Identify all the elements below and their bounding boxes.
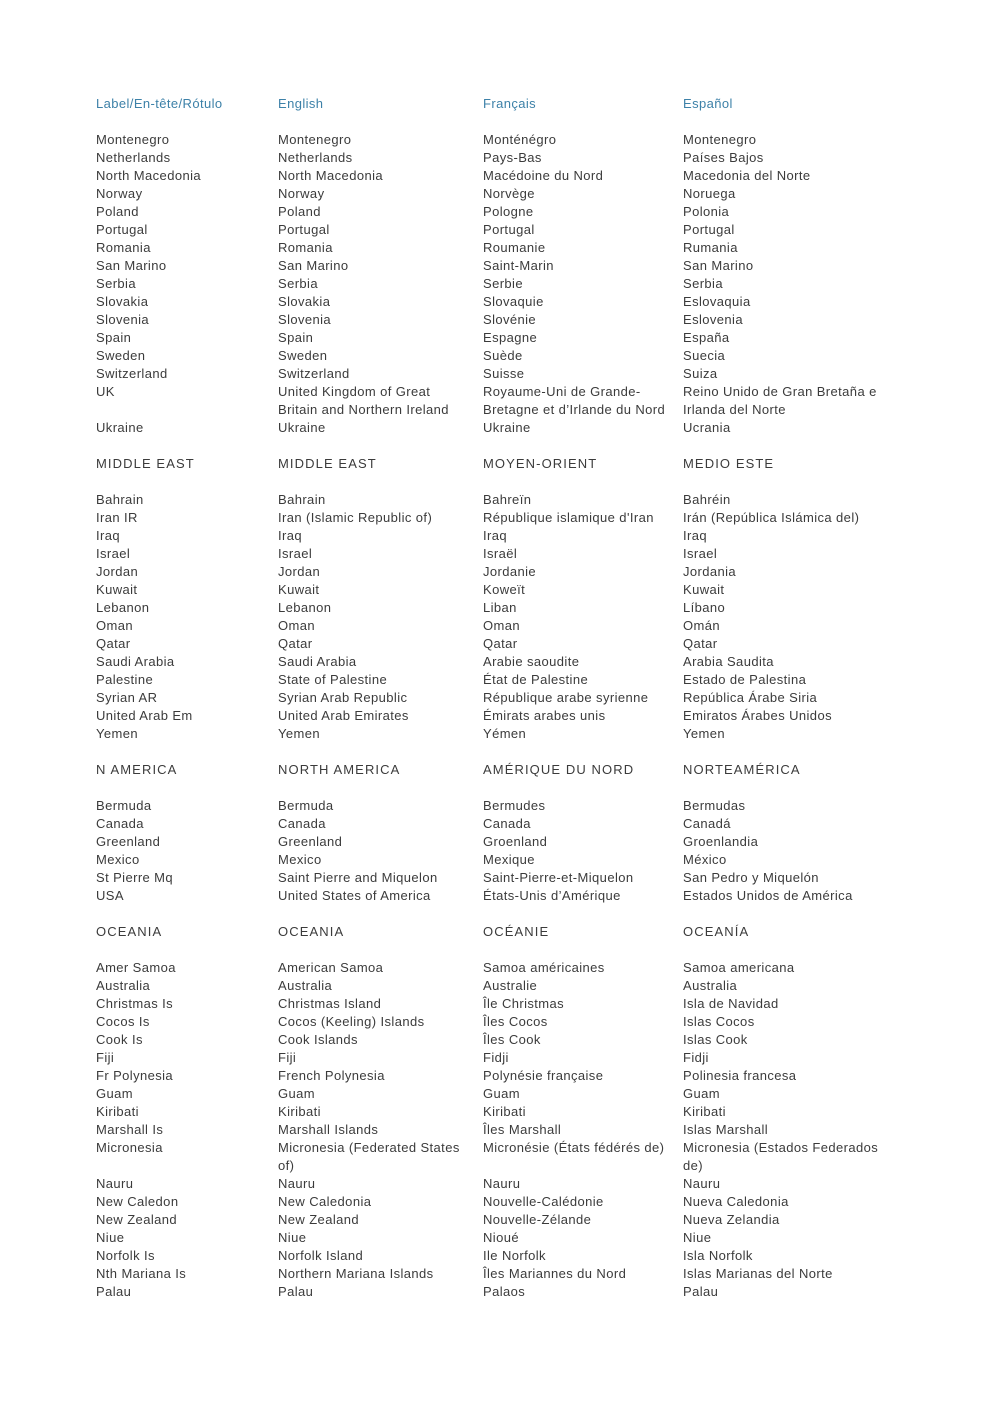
table-row <box>96 1103 972 1121</box>
country-name-label: Serbia <box>96 276 136 291</box>
country-name-label: San Marino <box>96 258 167 273</box>
country-name-english: French Polynesia <box>278 1068 385 1083</box>
country-name-french: Koweït <box>483 582 526 597</box>
country-name-spanish: Niue <box>683 1230 712 1245</box>
country-name-label: Slovakia <box>96 294 149 309</box>
table-header-row <box>96 95 972 113</box>
table-row <box>96 1031 972 1049</box>
country-name-spanish: Bermudas <box>683 798 746 813</box>
section-header-english: OCEANIA <box>278 924 345 939</box>
country-name-spanish: Kiribati <box>683 1104 726 1119</box>
country-name-french: États-Unis d’Amérique <box>483 888 621 903</box>
country-name-label: Niue <box>96 1230 125 1245</box>
country-name-english: Ukraine <box>278 420 326 435</box>
country-name-french: Groenland <box>483 834 548 849</box>
country-name-french: Îles Mariannes du Nord <box>483 1266 627 1281</box>
country-name-spanish: Samoa americana <box>683 960 795 975</box>
country-name-french: Australie <box>483 978 538 993</box>
country-name-label: Spain <box>96 330 132 345</box>
country-name-english: Northern Mariana Islands <box>278 1266 434 1281</box>
country-name-english: Australia <box>278 978 333 993</box>
country-name-spanish: Países Bajos <box>683 150 764 165</box>
section-header-french: AMÉRIQUE DU NORD <box>483 762 635 777</box>
country-name-spanish: Guam <box>683 1086 721 1101</box>
country-name-spanish: Irán (República Islámica del) <box>683 510 860 525</box>
country-name-french: Fidji <box>483 1050 509 1065</box>
table-row <box>96 851 972 869</box>
table-row <box>96 977 972 995</box>
section-header-label: MIDDLE EAST <box>96 456 195 471</box>
country-name-english: Niue <box>278 1230 307 1245</box>
country-name-label: Israel <box>96 546 131 561</box>
country-name-label: Fr Polynesia <box>96 1068 174 1083</box>
table-row <box>96 149 972 167</box>
country-name-spanish: Ucrania <box>683 420 731 435</box>
country-name-french: Yémen <box>483 726 527 741</box>
table-row <box>96 563 972 581</box>
country-name-english: Guam <box>278 1086 316 1101</box>
table-body <box>96 131 972 1301</box>
table-row <box>96 131 972 149</box>
table-row <box>96 1049 972 1067</box>
country-name-spanish: Arabia Saudita <box>683 654 774 669</box>
table-row <box>96 1139 972 1175</box>
country-name-english: Portugal <box>278 222 330 237</box>
country-name-label: Slovenia <box>96 312 150 327</box>
section-header-row <box>96 923 972 941</box>
country-name-french: Oman <box>483 618 521 633</box>
country-name-english: Poland <box>278 204 321 219</box>
country-name-english: Slovakia <box>278 294 331 309</box>
table-row <box>96 527 972 545</box>
column-header-label: Label/En-tête/Rótulo <box>96 96 223 111</box>
country-name-english: Qatar <box>278 636 313 651</box>
country-name-spanish: Estado de Palestina <box>683 672 807 687</box>
country-name-spanish: Nueva Zelandia <box>683 1212 780 1227</box>
country-name-english: Romania <box>278 240 333 255</box>
country-name-french: Portugal <box>483 222 535 237</box>
country-name-english: Micronesia (Federated States of) <box>278 1140 460 1173</box>
country-name-french: Qatar <box>483 636 518 651</box>
table-row <box>96 203 972 221</box>
country-name-english: Serbia <box>278 276 318 291</box>
table-row <box>96 419 972 437</box>
country-name-label: Norfolk Is <box>96 1248 155 1263</box>
country-name-english: Nauru <box>278 1176 316 1191</box>
country-name-french: Saint-Marin <box>483 258 554 273</box>
country-name-label: Micronesia <box>96 1140 163 1155</box>
country-name-french: Slovénie <box>483 312 537 327</box>
country-name-french: Liban <box>483 600 517 615</box>
country-name-label: New Zealand <box>96 1212 177 1227</box>
country-name-label: Ukraine <box>96 420 144 435</box>
table-row <box>96 581 972 599</box>
country-name-label: Cook Is <box>96 1032 143 1047</box>
country-name-label: Iran IR <box>96 510 138 525</box>
country-name-label: Portugal <box>96 222 148 237</box>
country-name-label: Jordan <box>96 564 139 579</box>
country-name-label: Qatar <box>96 636 131 651</box>
country-name-english: Saint Pierre and Miquelon <box>278 870 438 885</box>
country-name-label: Lebanon <box>96 600 150 615</box>
section-header-spanish: OCEANÍA <box>683 924 750 939</box>
country-name-spanish: Bahréin <box>683 492 731 507</box>
country-name-label: Fiji <box>96 1050 115 1065</box>
country-name-french: Espagne <box>483 330 538 345</box>
country-name-label: St Pierre Mq <box>96 870 174 885</box>
country-name-label: Canada <box>96 816 144 831</box>
country-name-english: Bahrain <box>278 492 326 507</box>
country-name-label: UK <box>96 384 115 399</box>
country-name-spanish: Suiza <box>683 366 718 381</box>
country-name-label: Norway <box>96 186 143 201</box>
table-row <box>96 995 972 1013</box>
country-name-french: République islamique d'Iran <box>483 510 654 525</box>
table-row <box>96 365 972 383</box>
section-header-label: OCEANIA <box>96 924 163 939</box>
country-name-english: Bermuda <box>278 798 334 813</box>
country-name-spanish: Micronesia (Estados Federados de) <box>683 1140 879 1173</box>
country-name-spanish: Eslovaquia <box>683 294 751 309</box>
table-row <box>96 275 972 293</box>
table-row <box>96 815 972 833</box>
country-name-english: Montenegro <box>278 132 352 147</box>
country-name-label: North Macedonia <box>96 168 201 183</box>
country-name-spanish: Emiratos Árabes Unidos <box>683 708 832 723</box>
country-name-label: Yemen <box>96 726 138 741</box>
country-name-label: USA <box>96 888 124 903</box>
country-name-spanish: Montenegro <box>683 132 757 147</box>
section-header-row <box>96 761 972 779</box>
country-name-french: Micronésie (États fédérés de) <box>483 1140 665 1155</box>
country-name-spanish: Serbia <box>683 276 723 291</box>
country-name-french: Émirats arabes unis <box>483 708 606 723</box>
country-name-label: Bahrain <box>96 492 144 507</box>
country-name-spanish: Polinesia francesa <box>683 1068 797 1083</box>
country-name-french: Israël <box>483 546 518 561</box>
table-row <box>96 185 972 203</box>
country-name-spanish: Israel <box>683 546 718 561</box>
country-name-spanish: Noruega <box>683 186 736 201</box>
table-row <box>96 1283 972 1301</box>
table-row <box>96 887 972 905</box>
country-name-french: Nouvelle-Calédonie <box>483 1194 604 1209</box>
table-row <box>96 221 972 239</box>
country-name-spanish: Nauru <box>683 1176 721 1191</box>
table-row <box>96 509 972 527</box>
country-name-french: Bahreïn <box>483 492 532 507</box>
section-header-english: MIDDLE EAST <box>278 456 377 471</box>
country-name-english: Sweden <box>278 348 328 363</box>
country-name-spanish: República Árabe Siria <box>683 690 818 705</box>
country-name-spanish: San Marino <box>683 258 754 273</box>
country-name-french: Îles Cook <box>483 1032 541 1047</box>
country-name-english: Canada <box>278 816 326 831</box>
country-name-french: Nioué <box>483 1230 519 1245</box>
country-name-french: Canada <box>483 816 531 831</box>
country-name-label: Montenegro <box>96 132 170 147</box>
table-row <box>96 725 972 743</box>
country-name-spanish: Nueva Caledonia <box>683 1194 789 1209</box>
country-name-label: Christmas Is <box>96 996 174 1011</box>
country-name-english: United States of America <box>278 888 431 903</box>
country-name-spanish: Islas Cook <box>683 1032 748 1047</box>
country-name-spanish: Islas Cocos <box>683 1014 755 1029</box>
country-name-french: Kiribati <box>483 1104 526 1119</box>
country-name-label: Saudi Arabia <box>96 654 175 669</box>
table-row <box>96 293 972 311</box>
country-name-english: Cocos (Keeling) Islands <box>278 1014 425 1029</box>
country-name-french: Île Christmas <box>483 996 565 1011</box>
table-row <box>96 1067 972 1085</box>
country-name-english: Israel <box>278 546 313 561</box>
country-name-spanish: Australia <box>683 978 738 993</box>
table-row <box>96 1013 972 1031</box>
table-row <box>96 959 972 977</box>
country-name-french: Polynésie française <box>483 1068 604 1083</box>
country-name-spanish: Suecia <box>683 348 726 363</box>
country-name-label: Netherlands <box>96 150 171 165</box>
table-row <box>96 617 972 635</box>
country-name-french: Pologne <box>483 204 534 219</box>
country-name-spanish: San Pedro y Miquelón <box>683 870 819 885</box>
country-name-label: Nauru <box>96 1176 134 1191</box>
table-row <box>96 1247 972 1265</box>
country-name-spanish: España <box>683 330 730 345</box>
country-name-label: Australia <box>96 978 151 993</box>
table-row <box>96 797 972 815</box>
section-header-label: N AMERICA <box>96 762 178 777</box>
country-name-label: Guam <box>96 1086 134 1101</box>
country-name-english: San Marino <box>278 258 349 273</box>
section-header-french: OCÉANIE <box>483 924 550 939</box>
country-name-english: Yemen <box>278 726 320 741</box>
country-name-french: Serbie <box>483 276 523 291</box>
country-name-french: Roumanie <box>483 240 546 255</box>
country-name-french: Îles Cocos <box>483 1014 548 1029</box>
country-name-french: Suède <box>483 348 523 363</box>
country-name-french: Samoa américaines <box>483 960 605 975</box>
table-row <box>96 833 972 851</box>
country-name-english: Norfolk Island <box>278 1248 364 1263</box>
country-name-english: State of Palestine <box>278 672 388 687</box>
table-row <box>96 545 972 563</box>
country-name-english: Jordan <box>278 564 321 579</box>
country-name-english: Cook Islands <box>278 1032 358 1047</box>
section-header-french: MOYEN-ORIENT <box>483 456 598 471</box>
country-name-english: Spain <box>278 330 314 345</box>
country-name-french: Macédoine du Nord <box>483 168 604 183</box>
country-name-label: Switzerland <box>96 366 168 381</box>
country-name-spanish: Fidji <box>683 1050 709 1065</box>
country-name-french: Norvège <box>483 186 535 201</box>
country-name-label: Syrian AR <box>96 690 158 705</box>
table-row <box>96 491 972 509</box>
country-name-french: République arabe syrienne <box>483 690 649 705</box>
country-name-french: Jordanie <box>483 564 537 579</box>
country-name-english: Lebanon <box>278 600 332 615</box>
country-name-french: Îles Marshall <box>483 1122 562 1137</box>
country-name-french: Ile Norfolk <box>483 1248 546 1263</box>
table-row <box>96 347 972 365</box>
country-name-label: Greenland <box>96 834 161 849</box>
country-name-spanish: Kuwait <box>683 582 725 597</box>
country-name-french: Nauru <box>483 1176 521 1191</box>
country-name-french: Ukraine <box>483 420 531 435</box>
country-name-label: Kuwait <box>96 582 138 597</box>
country-name-label: Nth Mariana Is <box>96 1266 187 1281</box>
table-row <box>96 1175 972 1193</box>
country-name-label: Romania <box>96 240 151 255</box>
table-row <box>96 707 972 725</box>
country-name-spanish: México <box>683 852 727 867</box>
country-name-english: Kiribati <box>278 1104 321 1119</box>
country-name-english: American Samoa <box>278 960 384 975</box>
section-header-english: NORTH AMERICA <box>278 762 401 777</box>
table-row <box>96 257 972 275</box>
table-row <box>96 653 972 671</box>
country-name-label: New Caledon <box>96 1194 179 1209</box>
table-row <box>96 239 972 257</box>
country-name-english: Iran (Islamic Republic of) <box>278 510 433 525</box>
country-name-spanish: Macedonia del Norte <box>683 168 811 183</box>
country-name-french: Guam <box>483 1086 521 1101</box>
country-name-spanish: Polonia <box>683 204 730 219</box>
country-name-label: Palestine <box>96 672 154 687</box>
country-name-english: United Kingdom of Great Britain and Northern Ireland <box>278 384 449 417</box>
table-row <box>96 671 972 689</box>
country-name-french: Mexique <box>483 852 535 867</box>
country-name-french: Iraq <box>483 528 508 543</box>
country-name-english: New Zealand <box>278 1212 359 1227</box>
section-header-row <box>96 455 972 473</box>
country-name-english: Switzerland <box>278 366 350 381</box>
country-name-spanish: Jordania <box>683 564 737 579</box>
country-name-spanish: Líbano <box>683 600 726 615</box>
country-name-english: Syrian Arab Republic <box>278 690 408 705</box>
table-row <box>96 1265 972 1283</box>
country-name-english: Fiji <box>278 1050 297 1065</box>
country-name-english: Greenland <box>278 834 343 849</box>
country-name-label: Amer Samoa <box>96 960 176 975</box>
country-name-spanish: Omán <box>683 618 721 633</box>
section-header-spanish: NORTEAMÉRICA <box>683 762 801 777</box>
country-name-label: Cocos Is <box>96 1014 150 1029</box>
country-name-label: Iraq <box>96 528 121 543</box>
table-row <box>96 869 972 887</box>
table-row <box>96 1121 972 1139</box>
country-name-spanish: Islas Marshall <box>683 1122 769 1137</box>
country-name-french: État de Palestine <box>483 672 589 687</box>
country-name-french: Palaos <box>483 1284 526 1299</box>
country-name-spanish: Isla Norfolk <box>683 1248 753 1263</box>
country-name-english: Saudi Arabia <box>278 654 357 669</box>
country-name-spanish: Reino Unido de Gran Bretaña e Irlanda del Norte <box>683 384 877 417</box>
country-name-label: Oman <box>96 618 134 633</box>
country-name-label: Marshall Is <box>96 1122 164 1137</box>
table-row <box>96 1229 972 1247</box>
country-name-english: Kuwait <box>278 582 320 597</box>
country-name-spanish: Eslovenia <box>683 312 743 327</box>
column-header-english: English <box>278 96 324 111</box>
table-row <box>96 599 972 617</box>
country-name-french: Monténégro <box>483 132 557 147</box>
country-name-spanish: Qatar <box>683 636 718 651</box>
table-row <box>96 329 972 347</box>
country-name-english: Norway <box>278 186 325 201</box>
country-name-label: Mexico <box>96 852 140 867</box>
country-name-label: Poland <box>96 204 139 219</box>
country-name-spanish: Canadá <box>683 816 731 831</box>
country-name-english: Mexico <box>278 852 322 867</box>
column-header-spanish: Español <box>683 96 733 111</box>
country-name-english: Slovenia <box>278 312 332 327</box>
country-name-label: Palau <box>96 1284 132 1299</box>
country-name-label: Bermuda <box>96 798 152 813</box>
country-name-spanish: Yemen <box>683 726 725 741</box>
column-header-french: Français <box>483 96 537 111</box>
country-name-spanish: Iraq <box>683 528 708 543</box>
country-name-french: Suisse <box>483 366 525 381</box>
table-row <box>96 383 972 419</box>
country-name-english: Christmas Island <box>278 996 382 1011</box>
country-name-french: Nouvelle-Zélande <box>483 1212 592 1227</box>
table-row <box>96 689 972 707</box>
section-header-spanish: MEDIO ESTE <box>683 456 775 471</box>
country-name-english: Palau <box>278 1284 314 1299</box>
country-name-french: Saint-Pierre-et-Miquelon <box>483 870 634 885</box>
country-name-spanish: Palau <box>683 1284 719 1299</box>
country-name-spanish: Portugal <box>683 222 735 237</box>
country-name-english: United Arab Emirates <box>278 708 409 723</box>
country-name-english: Netherlands <box>278 150 353 165</box>
country-name-english: Marshall Islands <box>278 1122 379 1137</box>
country-name-english: New Caledonia <box>278 1194 372 1209</box>
country-name-spanish: Groenlandia <box>683 834 759 849</box>
country-name-french: Pays-Bas <box>483 150 542 165</box>
table-row <box>96 1211 972 1229</box>
country-name-spanish: Estados Unidos de América <box>683 888 853 903</box>
country-name-spanish: Isla de Navidad <box>683 996 779 1011</box>
table-row <box>96 1085 972 1103</box>
country-name-french: Slovaquie <box>483 294 544 309</box>
country-name-french: Arabie saoudite <box>483 654 580 669</box>
country-name-french: Bermudes <box>483 798 546 813</box>
country-name-english: North Macedonia <box>278 168 383 183</box>
country-name-english: Iraq <box>278 528 303 543</box>
table-row <box>96 635 972 653</box>
country-name-english: Oman <box>278 618 316 633</box>
country-name-label: Kiribati <box>96 1104 139 1119</box>
country-name-label: Sweden <box>96 348 146 363</box>
table-row <box>96 311 972 329</box>
table-row <box>96 167 972 185</box>
country-name-spanish: Islas Marianas del Norte <box>683 1266 833 1281</box>
country-name-spanish: Rumania <box>683 240 738 255</box>
table-row <box>96 1193 972 1211</box>
country-name-french: Royaume-Uni de Grande-Bretagne et d’Irlande du Nord <box>483 384 666 417</box>
country-name-label: United Arab Em <box>96 708 193 723</box>
